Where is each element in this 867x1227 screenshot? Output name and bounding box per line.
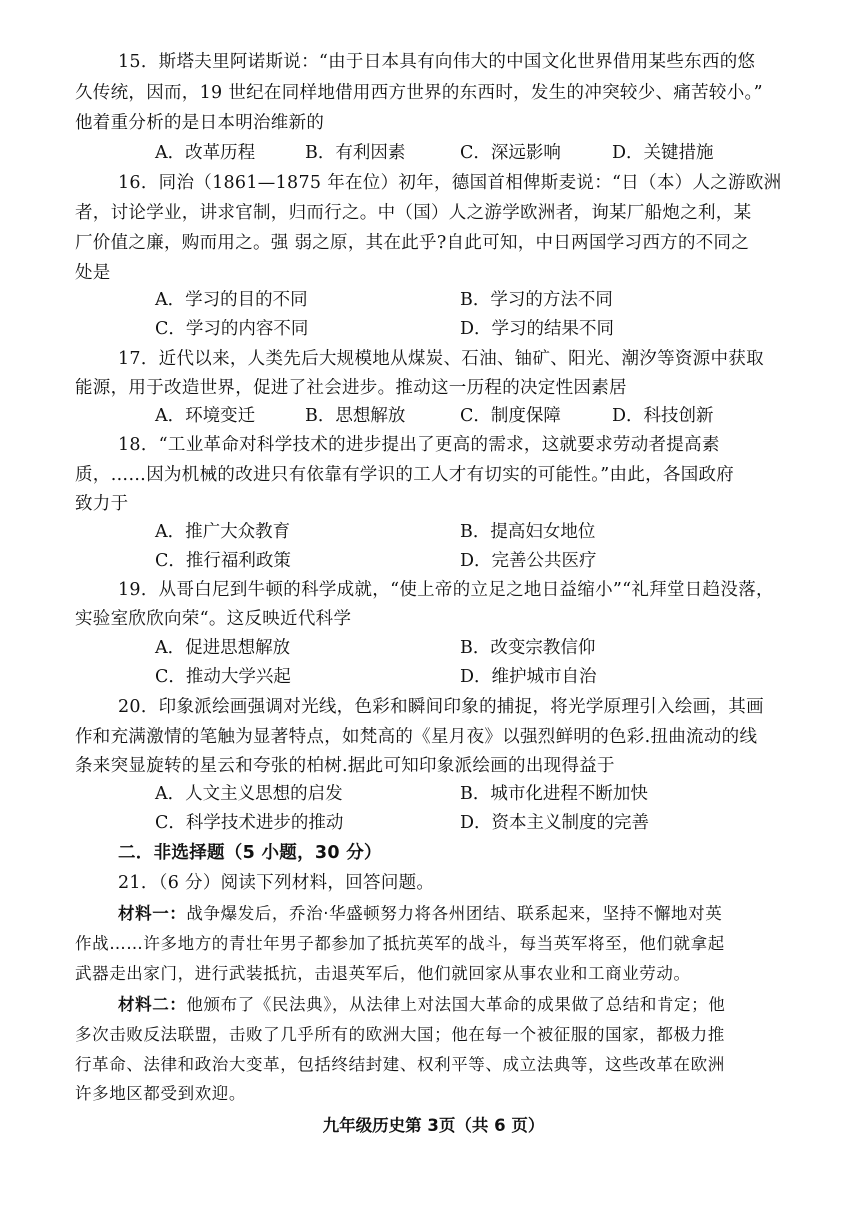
question-text-line: 16．同治（1861—1875 年在位）初年，德国首相俾斯麦说：“日（本）人之游欧洲 [118,173,782,193]
question-text-line: 致力于 [75,494,129,514]
material-2-line [118,991,725,1015]
option-b: B．学习的方法不同 [460,290,613,310]
question-text-line: 15．斯塔夫里阿诺斯说：“由于日本具有向伟大的中国文化世界借用某些东西的悠 [118,52,756,72]
material-2-line: 行革命、法律和政治大变革，包括终结封建、权利平等、成立法典等，这些改革在欧洲 [75,1055,725,1074]
option-a: A．改革历程 [155,143,256,163]
material-2-label: 材料二： [118,995,187,1014]
material-1-line: 武器走出家门，进行武装抵抗，击退英军后，他们就回家从事农业和工商业劳动。 [75,964,691,983]
option-b: B．有利因素 [305,143,406,163]
material-1-line: 作战……许多地方的青壮年男子都参加了抵抗英军的战斗，每当英军将至，他们就拿起 [75,934,725,953]
question-text-line: 质，……因为机械的改进只有依靠有学识的工人才有切实的可能性。”由此，各国政府 [75,465,735,485]
question-text-line: 作和充满激情的笔触为显著特点，如梵高的《星月夜》以强烈鲜明的色彩.扭曲流动的线 [75,727,758,747]
page-footer: 九年级历史第 3页（共 6 页） [322,1116,545,1135]
option-b: B．提高妇女地位 [460,522,596,542]
question-text-line: 20．印象派绘画强调对光线，色彩和瞬间印象的捕捉，将光学原理引入绘画，其画 [118,697,764,717]
option-d: D．学习的结果不同 [460,319,615,339]
option-c: C．科学技术进步的推动 [155,813,344,833]
question-text-line: 条来突显旋转的星云和夸张的柏树.据此可知印象派绘画的出现得益于 [75,756,615,776]
option-b: B．城市化进程不断加快 [460,784,648,804]
option-d: D．维护城市自治 [460,667,597,687]
option-a: A．促进思想解放 [155,638,291,658]
question-intro: 21．（6 分）阅读下列材料，回答问题。 [118,873,435,893]
question-text-line: 他着重分析的是日本明治维新的 [75,113,325,133]
question-text-line: 19．从哥白尼到牛顿的科学成就，“使上帝的立足之地日益缩小”“礼拜堂日趋没落， [118,580,774,600]
option-d: D．科技创新 [612,406,714,426]
question-text-line: 17．近代以来，人类先后大规模地从煤炭、石油、铀矿、阳光、潮汐等资源中获取 [118,349,764,369]
option-d: D．完善公共医疗 [460,551,597,571]
question-text-line: 实验室欣欣向荣“。这反映近代科学 [75,609,352,629]
option-c: C．深远影响 [460,143,561,163]
option-d: D．资本主义制度的完善 [460,813,650,833]
option-c: C．学习的内容不同 [155,319,309,339]
material-1-label: 材料一： [118,904,187,923]
question-text-line: 久传统，因而，19 世纪在同样地借用西方世界的东西时，发生的冲突较少、痛苦较小。” [75,83,763,103]
question-text-line: 者，讨论学业，讲求官制，归而行之。中（国）人之游学欧洲者，询某厂船炮之利，某 [75,203,752,223]
option-c: C．制度保障 [460,406,561,426]
question-text-line: 能源，用于改造世界，促进了社会进步。推动这一历程的决定性因素居 [75,378,627,398]
option-d: D．关键措施 [612,143,714,163]
option-c: C．推行福利政策 [155,551,291,571]
question-text-line: 18．“工业革命对科学技术的进步提出了更高的需求，这就要求劳动者提高素 [118,435,720,455]
material-2-line: 多次击败反法联盟，击败了几乎所有的欧洲大国；他在每一个被征服的国家，都极力推 [75,1025,725,1044]
material-text: 他颁布了《民法典》，从法律上对法国大革命的成果做了总结和肯定；他 [186,995,726,1014]
option-b: B．思想解放 [305,406,406,426]
material-1-line [118,900,722,924]
section-heading: 二．非选择题（5 小题，30 分） [118,843,382,863]
option-c: C．推动大学兴起 [155,667,291,687]
material-text: 战争爆发后，乔治·华盛顿努力将各州团结、联系起来，坚持不懈地对英 [186,904,723,923]
option-a: A．推广大众教育 [155,522,291,542]
material-2-line: 许多地区都受到欢迎。 [75,1084,246,1103]
question-text-line: 厂价值之廉，购而用之。强 弱之原，其在此乎?自此可知，中日两国学习西方的不同之 [75,233,750,253]
option-a: A．人文主义思想的启发 [155,784,343,804]
option-b: B．改变宗教信仰 [460,638,596,658]
option-a: A．学习的目的不同 [155,290,308,310]
question-text-line: 处是 [75,263,111,283]
option-a: A．环境变迁 [155,406,256,426]
